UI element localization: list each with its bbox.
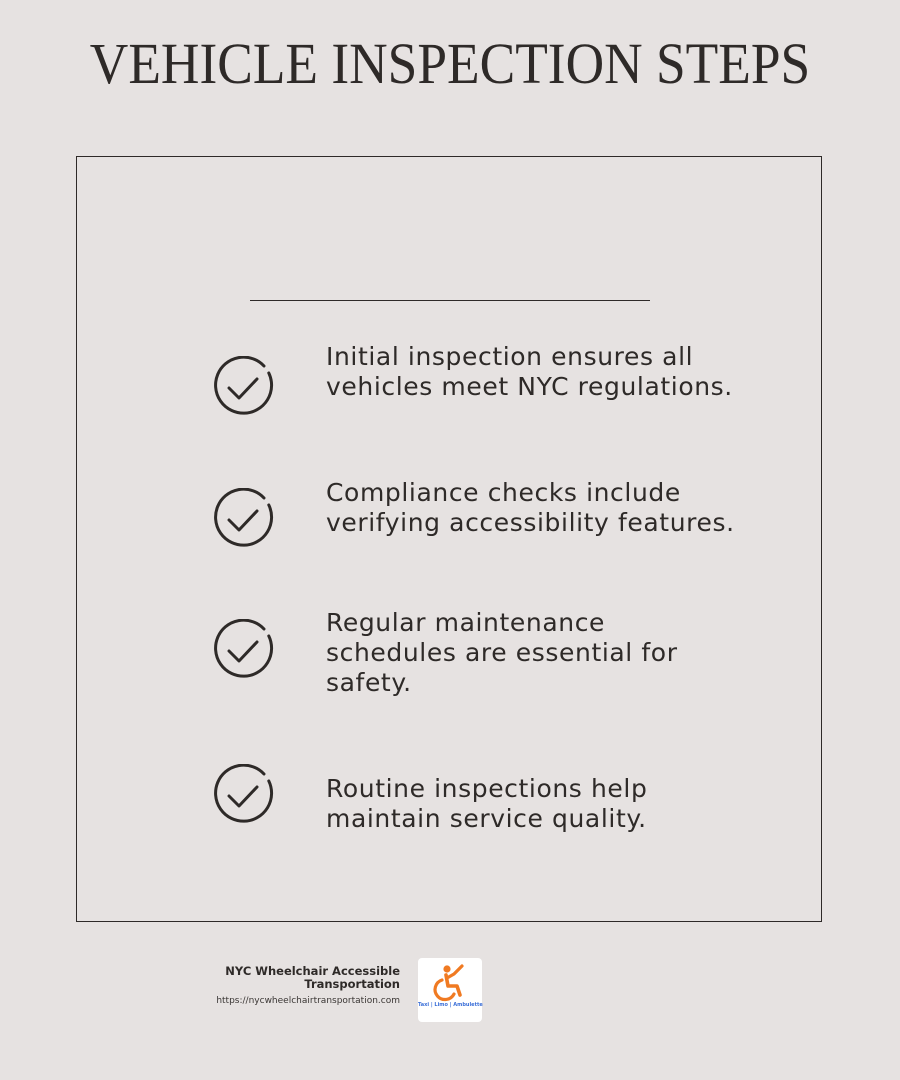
- check-circle-icon: [212, 356, 276, 420]
- logo-tagline: Taxi | Limo | Ambulette: [418, 1002, 483, 1008]
- check-circle-icon: [212, 488, 276, 552]
- company-url[interactable]: https://nycwheelchairtransportation.com: [216, 996, 400, 1006]
- company-name: NYC Wheelchair Accessible Transportation: [225, 964, 400, 991]
- check-circle-icon: [212, 619, 276, 683]
- step-text: Compliance checks include verifying accessibility features.: [326, 478, 735, 537]
- divider-line: [250, 300, 650, 301]
- step-text: Initial inspection ensures all vehicles meet NYC regulations.: [326, 342, 733, 401]
- step-text: Routine inspections help maintain service quality.: [326, 774, 648, 833]
- check-circle-icon: [212, 764, 276, 828]
- step-text: Regular maintenance schedules are essential for safety.: [326, 608, 678, 697]
- company-logo[interactable]: [418, 958, 482, 1022]
- page-title: VEHICLE INSPECTION STEPS: [89, 31, 811, 96]
